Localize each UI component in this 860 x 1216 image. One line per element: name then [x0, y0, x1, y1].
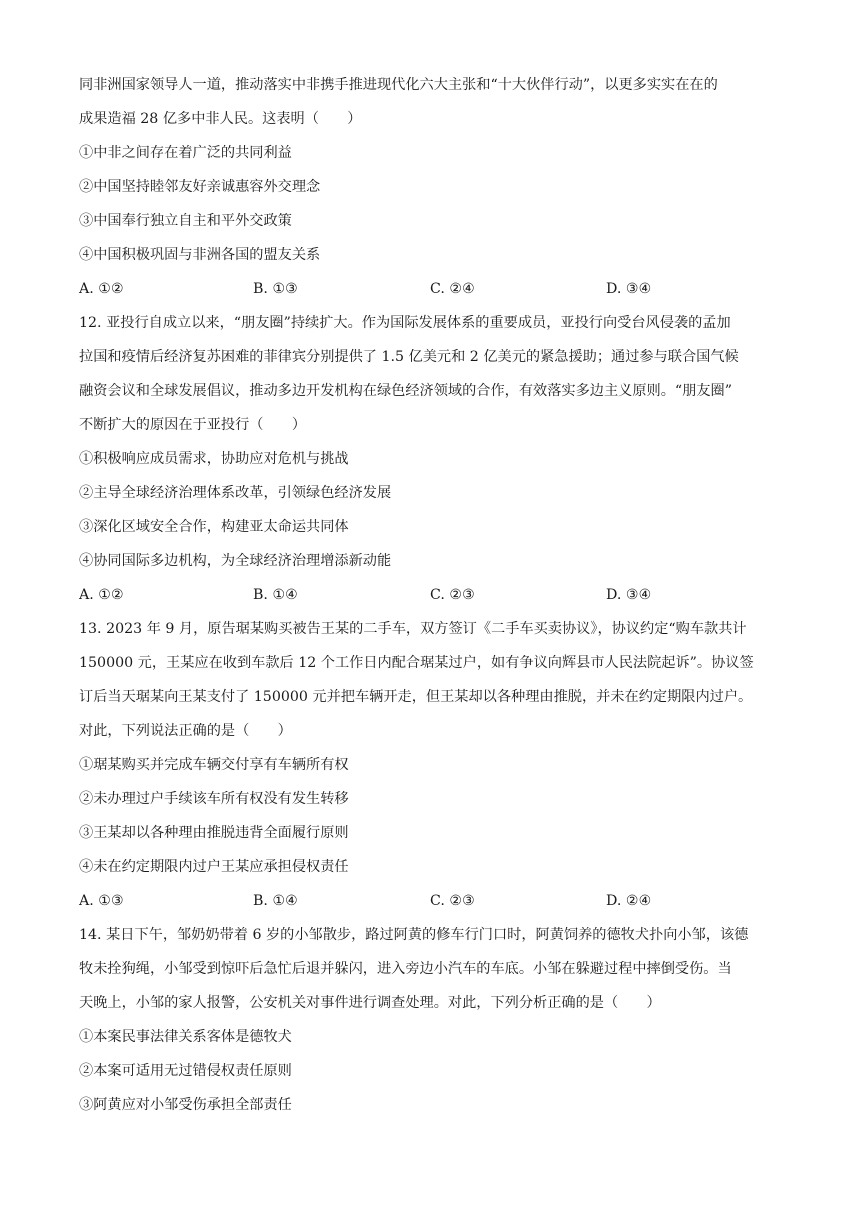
answer-choices [79, 884, 805, 918]
option-statement: ③深化区域安全合作，构建亚太命运共同体 [79, 519, 349, 535]
option-statement: ④未在约定期限内过户王某应承担侵权责任 [79, 859, 349, 875]
answer-choices [79, 578, 805, 612]
question-stem-line: 不断扩大的原因在于亚投行（ ） [79, 417, 307, 433]
choice-d: D. ③④ [606, 587, 652, 603]
question-14 [79, 918, 805, 1122]
option-statement: ①中非之间存在着广泛的共同利益 [79, 145, 292, 161]
option-statement: ①本案民事法律关系客体是德牧犬 [79, 1029, 292, 1045]
question-stem-line: 成果造福 28 亿多中非人民。这表明（ ） [79, 111, 362, 127]
choice-c: C. ②③ [430, 587, 475, 603]
question-stem-line: 14. 某日下午，邹奶奶带着 6 岁的小邹散步，路过阿黄的修车行门口时，阿黄饲养的德牧犬扑向小邹，该德 [79, 927, 749, 943]
option-statement: ④协同国际多边机构，为全球经济治理增添新动能 [79, 553, 392, 569]
question-11 [79, 68, 805, 306]
choice-c: C. ②③ [430, 893, 475, 909]
question-13 [79, 612, 805, 918]
choice-a: A. ①③ [79, 893, 124, 909]
choice-b: B. ①④ [253, 893, 298, 909]
answer-choices [79, 272, 805, 306]
option-statement: ③阿黄应对小邹受伤承担全部责任 [79, 1097, 292, 1113]
choice-a: A. ①② [79, 281, 124, 297]
option-statement: ②本案可适用无过错侵权责任原则 [79, 1063, 292, 1079]
choice-c: C. ②④ [430, 281, 475, 297]
exam-page [79, 68, 805, 1122]
option-statement: ③王某却以各种理由推脱违背全面履行原则 [79, 825, 349, 841]
question-12 [79, 306, 805, 612]
option-statement: ①积极响应成员需求，协助应对危机与挑战 [79, 451, 349, 467]
choice-b: B. ①④ [253, 587, 298, 603]
question-stem-line: 12. 亚投行自成立以来，“朋友圈”持续扩大。作为国际发展体系的重要成员，亚投行向受台风侵袭的孟加 [79, 315, 731, 331]
option-statement: ④中国积极巩固与非洲各国的盟友关系 [79, 247, 321, 263]
question-stem-line: 牧未拴狗绳，小邹受到惊吓后急忙后退并躲闪，进入旁边小汽车的车底。小邹在躲避过程中摔倒受伤。当 [79, 961, 732, 977]
choice-b: B. ①③ [253, 281, 298, 297]
question-stem-line: 150000 元，王某应在收到车款后 12 个工作日内配合琚某过户，如有争议向辉县市人民法院起诉”。协议签 [79, 655, 754, 671]
option-statement: ③中国奉行独立自主和平外交政策 [79, 213, 292, 229]
question-stem-line: 订后当天琚某向王某支付了 150000 元并把车辆开走，但王某却以各种理由推脱，并未在约定期限内过户。 [79, 689, 753, 705]
question-stem-line: 对此，下列说法正确的是（ ） [79, 723, 292, 739]
option-statement: ②未办理过户手续该车所有权没有发生转移 [79, 791, 349, 807]
option-statement: ②中国坚持睦邻友好亲诚惠容外交理念 [79, 179, 321, 195]
option-statement: ①琚某购买并完成车辆交付享有车辆所有权 [79, 757, 349, 773]
question-stem-line: 融资会议和全球发展倡议，推动多边开发机构在绿色经济领域的合作，有效落实多边主义原则。“朋友圈” [79, 383, 732, 399]
choice-d: D. ③④ [606, 281, 652, 297]
choice-d: D. ②④ [606, 893, 652, 909]
question-stem-line: 拉国和疫情后经济复苏困难的菲律宾分别提供了 1.5 亿美元和 2 亿美元的紧急援助；通过参与联合国气候 [79, 349, 739, 365]
question-stem-line: 天晚上，小邹的家人报警，公安机关对事件进行调查处理。对此，下列分析正确的是（ ） [79, 995, 661, 1011]
choice-a: A. ①② [79, 587, 124, 603]
question-stem-line: 同非洲国家领导人一道，推动落实中非携手推进现代化六大主张和“十大伙伴行动”，以更多实实在在的 [79, 77, 718, 93]
question-stem-line: 13. 2023 年 9 月，原告琚某购买被告王某的二手车，双方签订《二手车买卖协议》，协议约定“购车款共计 [79, 621, 747, 637]
option-statement: ②主导全球经济治理体系改革，引领绿色经济发展 [79, 485, 392, 501]
